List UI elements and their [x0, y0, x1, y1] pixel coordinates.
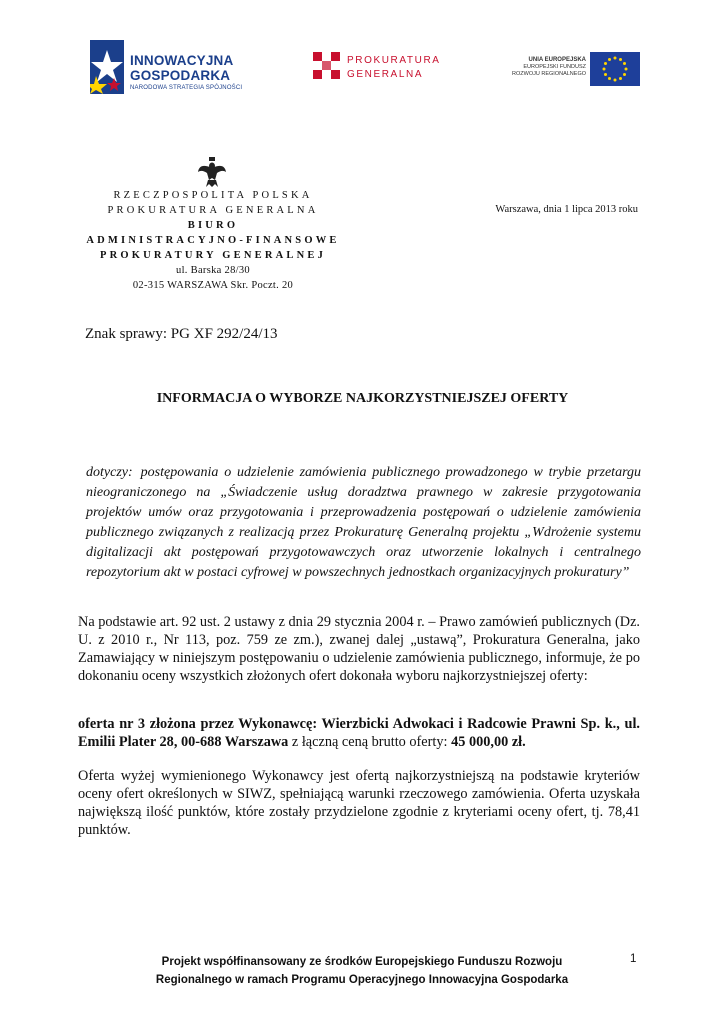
- header-line6: ul. Barska 28/30: [176, 265, 250, 276]
- selected-offer-contractor: oferta nr 3 złożona przez Wykonawcę: Wierzbicki Adwokaci i Radcowie Prawni Sp. k., ul. Emilii Plater 28, 00-688 Warszawa: [78, 716, 640, 750]
- paragraph-legal-basis: Na podstawie art. 92 ust. 2 ustawy z dnia 29 stycznia 2004 r. – Prawo zamówień publicznych (Dz. U. z 2010 r., Nr 113, poz. 759 ze zm.), zwanej dalej „ustawą”, Prokuratura Generalna, jako Zamawiający w niniejszym postępowaniu o udzielenie zamówienia publicznego, informuje, że po dokonaniu oceny wszystkich złożonych ofert dokonała wyboru najkorzystniejszej oferty:: [78, 614, 640, 684]
- innowacyjna-line2: GOSPODARKA: [130, 68, 231, 83]
- unia-europejska-logo: [504, 52, 640, 86]
- header-line4: ADMINISTRACYJNO-FINANSOWE: [86, 235, 340, 246]
- selected-offer-price: 45 000,00 zł.: [451, 734, 526, 750]
- document-date: Warszawa, dnia 1 lipca 2013 roku: [495, 204, 638, 215]
- prokuratura-line2: GENERALNA: [347, 69, 424, 80]
- header-line2: PROKURATURA GENERALNA: [107, 205, 319, 216]
- footer-line2: Regionalnego w ramach Programu Operacyjnego Innowacyjna Gospodarka: [155, 974, 569, 986]
- innowacyjna-star-icon: [90, 40, 124, 94]
- eu-flag-icon: [590, 52, 640, 86]
- paragraph-selected-offer: [78, 715, 640, 751]
- ue-line3: ROZWOJU REGIONALNEGO: [512, 71, 586, 77]
- innowacyjna-line3: NARODOWA STRATEGIA SPÓJNOŚCI: [130, 85, 243, 91]
- prokuratura-generalna-logo: [313, 52, 453, 88]
- header-line3: BIURO: [187, 220, 239, 231]
- page-number: 1: [630, 953, 637, 965]
- subject-paragraph: [86, 463, 641, 583]
- header-line5: PROKURATURY GENERALNEJ: [99, 250, 327, 261]
- ue-line1: UNIA EUROPEJSKA: [528, 57, 586, 63]
- selected-offer-price-label: z łączną ceną brutto oferty:: [288, 734, 452, 750]
- footer-line1: Projekt współfinansowany ze środków Europejskiego Funduszu Rozwoju: [161, 956, 563, 968]
- innowacyjna-gospodarka-logo: [90, 40, 260, 96]
- innowacyjna-line1: INNOWACYJNA: [130, 53, 234, 68]
- paragraph-justification: Oferta wyżej wymienionego Wykonawcy jest ofertą najkorzystniejszą na podstawie kryteriów oceny ofert określonych w SIWZ, spełniającą warunki rzeczowego zamówienia. Oferta uzyskała największą ilość punktów, które zostały przydzielone zgodnie z kryteriami oceny ofert, tj. 78,41 punktów.: [78, 768, 640, 838]
- prokuratura-line1: PROKURATURA: [347, 55, 441, 66]
- subject-text: postępowania o udzielenie zamówienia publicznego prowadzonego w trybie przetargu nieograniczonego na „Świadczenie usług doradztwa prawnego w zakresie przygotowania projektów umów oraz przygotowania i przeprowadzenia postępowań o udzielenie zamówienia publicznego związanych z realizacją przez Prokuraturę Generalną projektu „Wdrożenie systemu digitalizacji akt postępowań przygotowawczych oraz utworzenie lokalnych i centralnego repozytorium akt w postaci cyfrowej w powszechnych jednostkach organizacyjnych prokuratury”: [86, 465, 641, 580]
- polish-eagle-icon: [197, 156, 227, 188]
- header-line1: RZECZPOSPOLITA POLSKA: [113, 190, 313, 201]
- header-line7: 02-315 WARSZAWA Skr. Poczt. 20: [132, 280, 294, 291]
- case-reference: Znak sprawy: PG XF 292/24/13: [85, 326, 278, 342]
- ue-line2: EUROPEJSKI FUNDUSZ: [523, 64, 586, 70]
- prokuratura-mark-icon: [313, 52, 341, 80]
- document-title: INFORMACJA O WYBORZE NAJKORZYSTNIEJSZEJ OFERTY: [156, 391, 569, 406]
- footer-cofinancing-note: [120, 953, 604, 989]
- subject-label: dotyczy:: [86, 465, 133, 480]
